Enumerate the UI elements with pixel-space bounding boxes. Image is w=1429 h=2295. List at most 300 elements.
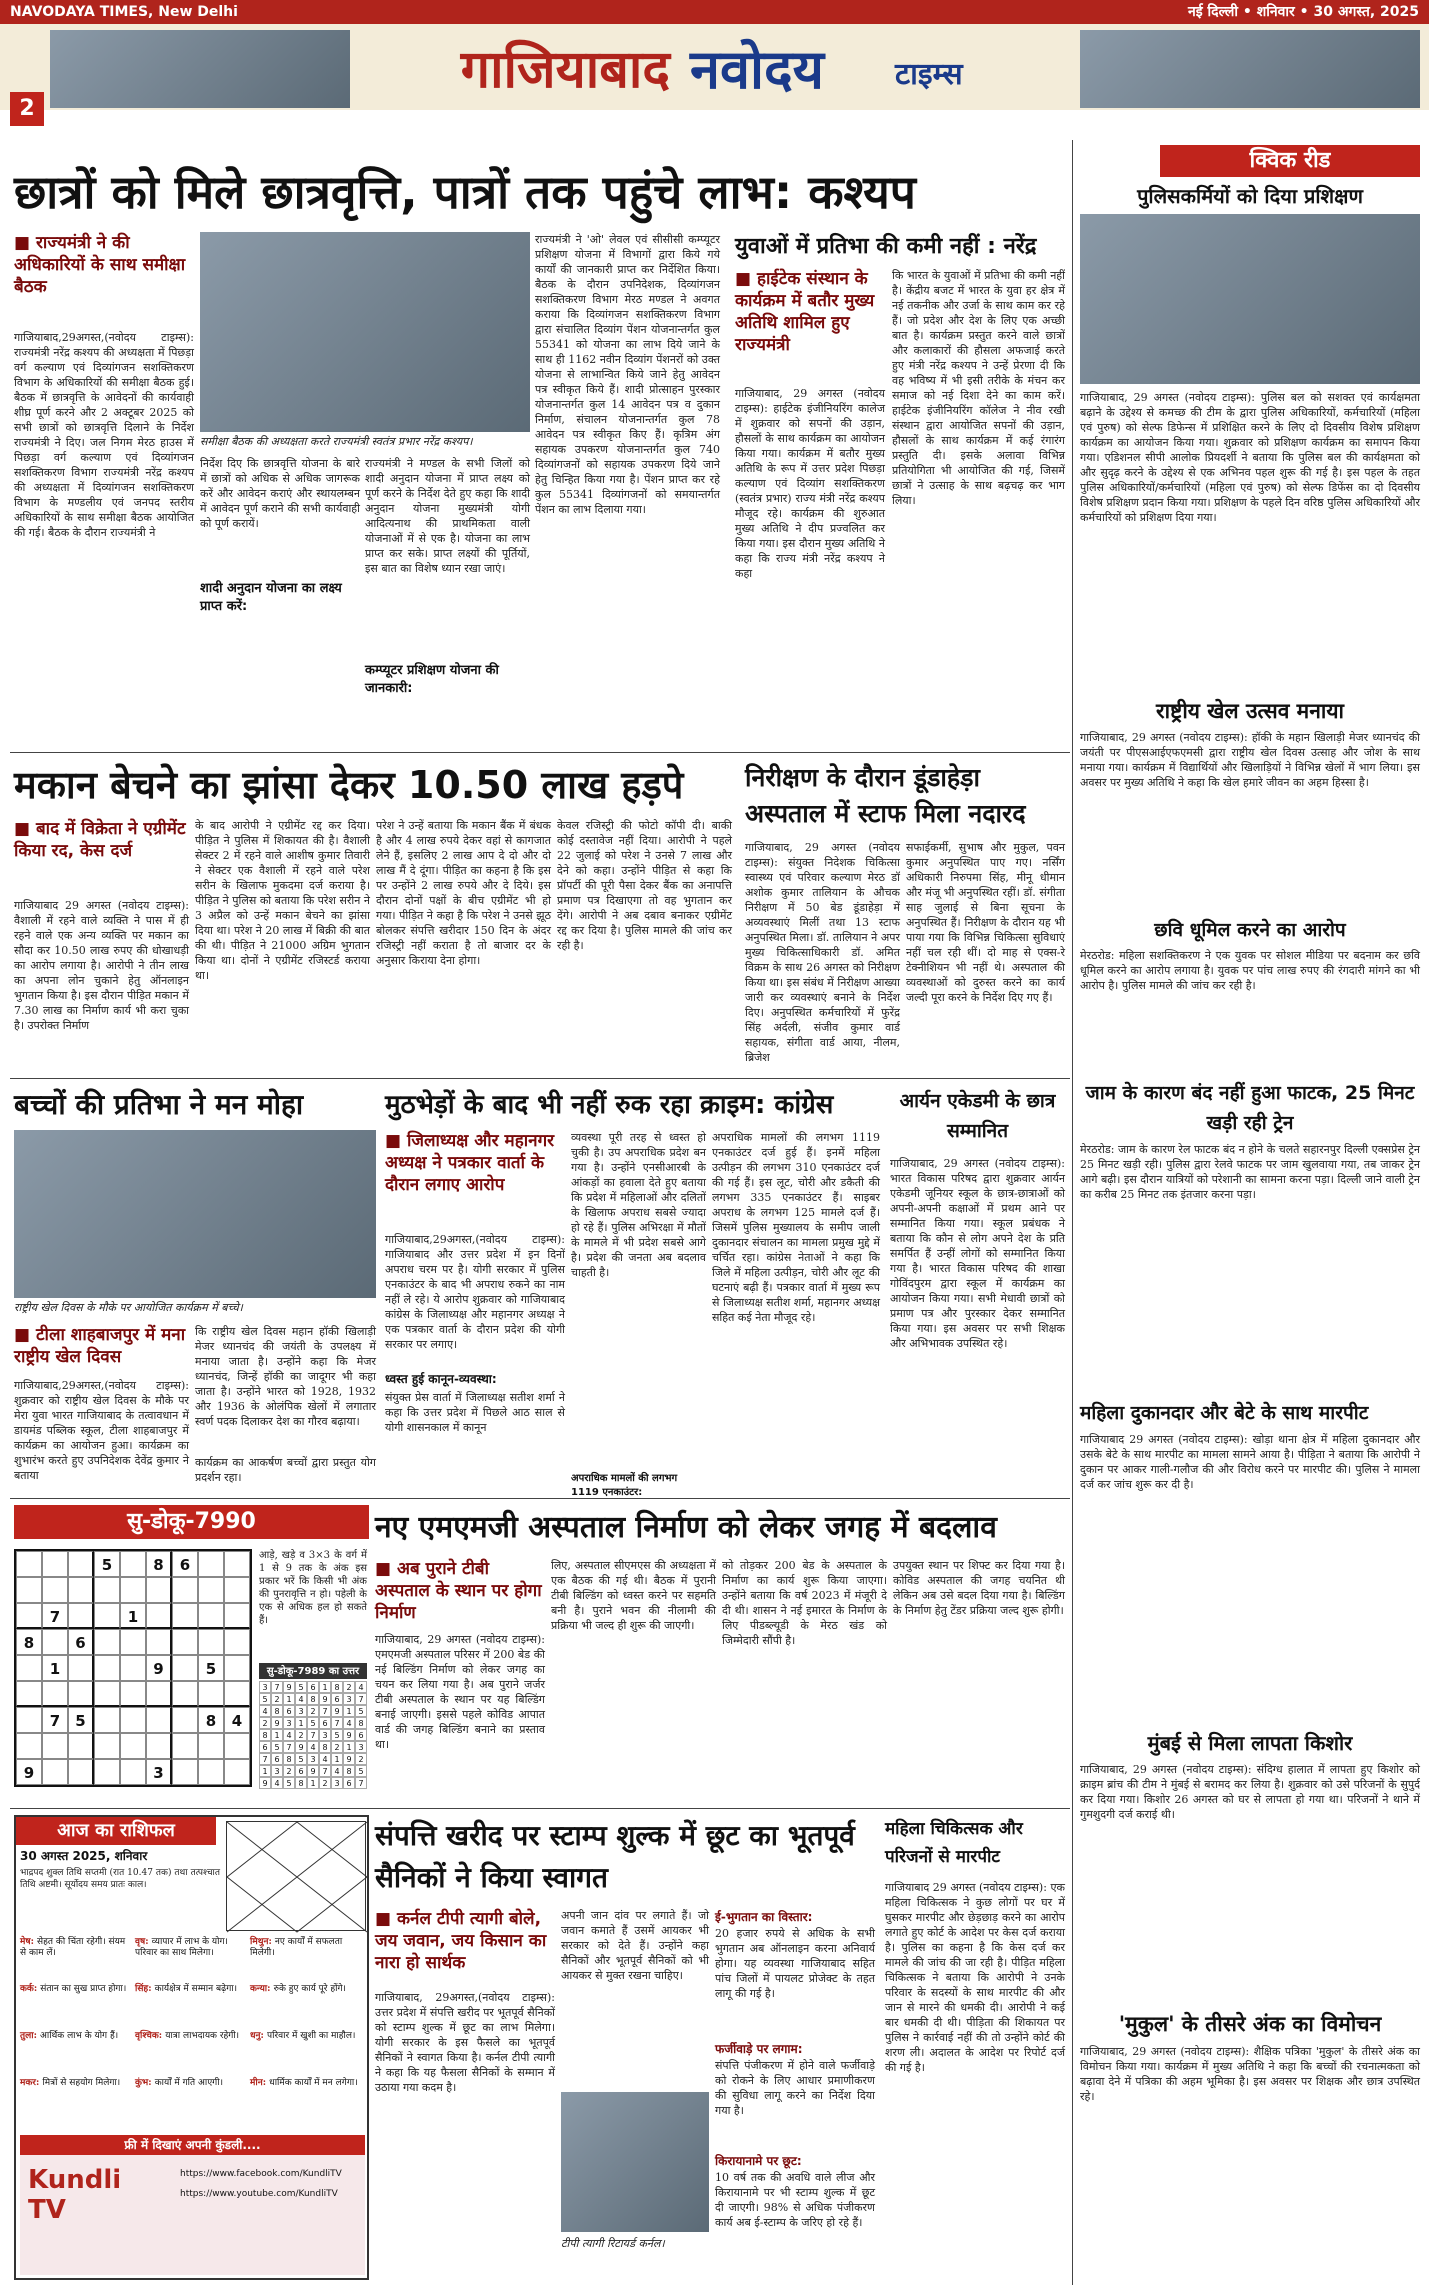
sudoku-cell [224, 1629, 250, 1655]
sudoku-answer-cell: 1 [259, 1765, 271, 1777]
sudoku-cell [146, 1629, 172, 1655]
horoscope-sign-name: कर्क: [20, 1984, 41, 1994]
lead-body-col4: राज्यमंत्री ने 'ओ' लेवल एवं सीसीसी कम्प्यूटर प्रशिक्षण योजना में विभागों द्वारा किये गये कार्यों की जानकारी प्राप्त कर निर्देशित किया। बैठक के दौरान उपनिदेशक, दिव्यांगजन सशक्तिकरण विभाग मेरठ मण्डल ने अवगत कराया कि दिव्यांगजन सशक्तिकरण विभाग द्वारा संचालित दिव्यांग पेंशन योजनान्तर्गत कुल 55341 को योजना का लाभ दिये जाने के साथ ही 1162 नवीन दिव्यांग पेंशनरों को उक्त योजना से लाभान्वित किये जाने हेतु आवेदन पत्र स्वीकृत किये हैं। शादी प्रोत्साहन पुरस्कार योजनान्तर्गत कुल 14 आवेदन पत्र व दुकान निर्माण, संचालन योजनान्तर्गत कुल 78 आवेदन पत्र स्वीकृत किए हैं। कृत्रिम अंग सहायक उपकरण योजनान्तर्गत कुल 740 दिव्यांगजनों को सहायक उपकरण दिये जाने हेतु चिन्हित किया गया है। पेंशन प्राप्त कर रहे कुल 55341 दिव्यांगजनों को समयान्तर्गत पेंशन का लाभ दिलाया गया। [535, 233, 720, 516]
sudoku-answer-cell: 4 [295, 1693, 307, 1705]
sudoku-cell: 8 [198, 1707, 224, 1733]
sudoku-cell [224, 1733, 250, 1759]
sudoku-answer-cell: 3 [307, 1753, 319, 1765]
stamp-body-col1: गाजियाबाद, 29अगस्त,(नवोदय टाइम्स): उत्तर प्रदेश में संपत्ति खरीद पर भूतपूर्व सैनिकों को स्टाम्प शुल्क में छूट का लाभ मिलेगा। योगी सरकार के इस फैसले का भूतपूर्व सैनिकों ने स्वागत किया है। कर्नल टीपी त्यागी ने कहा कि यह फैसला सैनिकों के सम्मान में उठाया गया कदम है। [375, 1991, 555, 2094]
lead-headline: छात्रों को मिले छात्रवृत्ति, पात्रों तक पहुंचे लाभ: कश्यप [14, 165, 916, 219]
horoscope-signs [20, 1937, 365, 2127]
horoscope-sign-text: मित्रों से सहयोग मिलेगा। [42, 2078, 121, 2088]
image-tarnish-headline: छवि धूमिल करने का आरोप [1154, 919, 1346, 941]
horoscope-panel [14, 1815, 369, 2280]
sudoku-answer-cell: 9 [295, 1741, 307, 1753]
image-tarnish-body: मेरठरोड: महिला सशक्तिकरण ने एक युवक पर सोशल मीडिया पर बदनाम कर छवि धूमिल करने का आरोप लगाया है। युवक पर पांच लाख रुपए की रंगदारी मांगने का भी आरोप है। पुलिस मामले की जांच कर रही है। [1080, 949, 1420, 992]
talent-subheadline: ■ टीला शाहबाजपुर में मना राष्ट्रीय खेल दिवस [14, 1325, 186, 1367]
sudoku-cell [198, 1551, 224, 1577]
stamp-photo-caption: टीपी त्यागी रिटायर्ड कर्नल। [561, 2237, 665, 2250]
horoscope-sign-text: यात्रा लाभदायक रहेगी। [165, 2031, 240, 2041]
sudoku-answer-cell: 1 [343, 1741, 355, 1753]
horoscope-sign-text: कार्यक्षेत्र में सम्मान बढ़ेगा। [154, 1984, 238, 1994]
sudoku-grid [14, 1549, 252, 1787]
horoscope-chart [226, 1821, 366, 1931]
sudoku-cell [146, 1577, 172, 1603]
sudoku-answer-cell: 4 [271, 1777, 283, 1789]
section-divider [10, 752, 1070, 753]
talent-photo [14, 1130, 376, 1298]
masthead-title-2: नवोदय [690, 38, 824, 101]
horoscope-sign [250, 2078, 360, 2122]
sudoku-answer-cell: 4 [343, 1717, 355, 1729]
horoscope-sign [250, 1937, 360, 1981]
sudoku-answer-cell: 8 [307, 1693, 319, 1705]
mmg-body-col1: गाजियाबाद, 29 अगस्त (नवोदय टाइम्स): एमएमजी अस्पताल परिसर में 200 बेड की नई बिल्डिंग निर्माण को लेकर जगह का चयन कर लिया गया है। अब पुराने जर्जर टीबी अस्पताल के स्थान पर यह बिल्डिंग बनाई जाएगी। इससे पहले कोविड आपात वार्ड की जगह बिल्डिंग बनाने का प्रस्ताव था। [375, 1633, 545, 1751]
horoscope-sign [135, 2031, 245, 2075]
masthead [0, 0, 1429, 110]
sudoku-cell [94, 1759, 120, 1785]
sudoku-cell [42, 1629, 68, 1655]
lead-photo [200, 232, 530, 432]
sudoku-cell [224, 1551, 250, 1577]
sudoku-answer-cell: 7 [307, 1729, 319, 1741]
horoscope-sign-name: वृश्चिक: [135, 2031, 166, 2041]
sudoku-answer-cell: 6 [307, 1681, 319, 1693]
sudoku-answer-cell: 2 [259, 1717, 271, 1729]
sudoku-answer-cell: 6 [283, 1705, 295, 1717]
youth-body-col1: गाजियाबाद, 29 अगस्त (नवोदय टाइम्स): हाईटेक इंजीनियरिंग कालेज में शुक्रवार को सपनों की उड़ान, हौसलों के साथ कार्यक्रम का आयोजन किया गया। कार्यक्रम में बतौर मुख्य अतिथि के रूप में उत्तर प्रदेश पिछड़ा कल्याण एवं दिव्यांग सशक्तिकरण (स्वतंत्र प्रभार) राज्य मंत्री नरेंद्र कश्यप मौजूद रहे। कार्यक्रम की शुरुआत मुख्य अतिथि ने दीप प्रज्वलित कर किया गया। इस दौरान मुख्य अतिथि ने कहा कि राज्य मंत्री नरेंद्र कश्यप ने कहा [735, 387, 885, 580]
sudoku-answer-cell: 1 [283, 1693, 295, 1705]
sudoku-cell: 6 [68, 1629, 94, 1655]
jam-headline: जाम के कारण बंद नहीं हुआ फाटक, 25 मिनट खड़ी रही ट्रेन [1085, 1082, 1415, 1134]
talent-photo-caption: राष्ट्रीय खेल दिवस के मौके पर आयोजित कार्यक्रम में बच्चे। [14, 1301, 243, 1314]
sudoku-answer-cell: 9 [307, 1765, 319, 1777]
sudoku-answer-cell: 8 [319, 1741, 331, 1753]
horoscope-sign-name: मकर: [20, 2078, 43, 2088]
stamp-body-col4: संपत्ति पंजीकरण में होने वाले फर्जीवाड़े को रोकने के लिए आधार प्रमाणीकरण की सुविधा लागू करने का निर्देश दिया गया है। [715, 2059, 875, 2117]
talent-headline: बच्चों की प्रतिभा ने मन मोहा [14, 1088, 304, 1121]
sudoku-cell [198, 1681, 224, 1707]
sudoku-answer-cell: 2 [343, 1681, 355, 1693]
masthead-strip [0, 0, 1429, 24]
sudoku-cell [68, 1577, 94, 1603]
sudoku-answer-cell: 4 [319, 1753, 331, 1765]
sudoku-cell [224, 1655, 250, 1681]
sudoku-answer-cell: 4 [259, 1705, 271, 1717]
academy-body: गाजियाबाद, 29 अगस्त (नवोदय टाइम्स): भारत विकास परिषद द्वारा शुक्रवार आर्यन एकेडमी जूनियर स्कूल के छात्र-छात्राओं को अपनी-अपनी कक्षाओं में प्रथम आने पर सम्मानित किया गया। स्कूल प्रबंधक ने बताया कि कौन से लोग अपने देश के प्रति समर्पित हैं उन्हीं लोगों को सम्मानित किया गया है। भारत विकास परिषद की शाखा गोविंदपुरम द्वारा स्कूल में कार्यक्रम का आयोजन किया गया। सभी मेधावी छात्रों को प्रमाण पत्र और पुरस्कार देकर सम्मानित किया गया। इस अवसर पर सभी शिक्षक और अभिभावक उपस्थित रहे। [890, 1157, 1065, 1350]
sudoku-cell [172, 1681, 198, 1707]
sudoku-cell [172, 1707, 198, 1733]
edition-date: नई दिल्ली • शनिवार • 30 अगस्त, 2025 [1188, 4, 1419, 20]
sudoku-answer-cell: 7 [319, 1705, 331, 1717]
sudoku-title: सु-डोकू-7990 [14, 1505, 369, 1539]
horoscope-sign-text: परिवार में खुशी का माहौल। [267, 2031, 356, 2041]
sudoku-answer-cell: 1 [307, 1777, 319, 1789]
sudoku-cell [224, 1759, 250, 1785]
sudoku-answer-cell: 7 [259, 1753, 271, 1765]
sudoku-cell [42, 1759, 68, 1785]
sudoku-cell [120, 1629, 146, 1655]
sudoku-answer-cell: 1 [319, 1681, 331, 1693]
sudoku-answer-cell: 3 [259, 1681, 271, 1693]
sudoku-answer-cell: 3 [271, 1765, 283, 1777]
sudoku-answer-cell: 2 [355, 1753, 367, 1765]
sudoku-answer-cell: 7 [355, 1777, 367, 1789]
sudoku-cell [68, 1759, 94, 1785]
sudoku-answer-cell: 8 [259, 1729, 271, 1741]
lead-photo-caption: समीक्षा बैठक की अध्यक्षता करते राज्यमंत्री स्वतंत्र प्रभार नरेंद्र कश्यप। [200, 435, 473, 448]
stamp-body-col5: 10 वर्ष तक की अवधि वाले लीज और किरायानामे पर भी स्टाम्प शुल्क में छूट दी जाएगी। 98% से अधिक पंजीकरण कार्य अब ई-स्टाम्प के जरिए हो रहे हैं। [715, 2171, 875, 2229]
sudoku-answer-cell: 7 [355, 1693, 367, 1705]
sudoku-cell [146, 1681, 172, 1707]
youth-headline: युवाओं में प्रतिभा की कमी नहीं : नरेंद्र [735, 234, 1037, 259]
horoscope-sign-name: वृष: [135, 1937, 152, 1947]
sudoku-answer-cell: 9 [343, 1753, 355, 1765]
sudoku-cell [198, 1603, 224, 1629]
sudoku-answer-cell: 6 [331, 1693, 343, 1705]
sudoku-answer-cell: 2 [331, 1741, 343, 1753]
house-body-col3: परेश ने उन्हें बताया कि मकान बैंक में बंधक है और 4 लाख रुपये देकर वहां से कागजात लेने हैं, इसलिए 2 लाख आप दे दो और दो लाख मैं दे दूंगा। पीड़ित का कहना है कि इस पर उन्होंने 2 लाख रुपये और दे दिये। इस दौरान दोनों पक्षों के बीच एग्रीमेंट भी हो गया। पीड़ित ने कहा है कि परेश ने उनसे झूठ बोलकर संपत्ति खरीदार 150 दिन के अंदर रजिस्ट्री नहीं कराता है तो बाजार दर के अनुसार किराया देना होगा। [376, 819, 551, 967]
sudoku-cell: 6 [172, 1551, 198, 1577]
sudoku-answer-cell: 1 [271, 1729, 283, 1741]
horoscope-sign [250, 2031, 360, 2075]
mukul-headline: 'मुकुल' के तीसरे अंक का विमोचन [1118, 2012, 1382, 2036]
mmg-headline: नए एमएमजी अस्पताल निर्माण को लेकर जगह में बदलाव [375, 1510, 997, 1545]
section-divider [10, 1498, 1070, 1499]
sudoku-answer-cell: 3 [319, 1729, 331, 1741]
sudoku-cell [94, 1603, 120, 1629]
horoscope-sign [20, 1937, 130, 1981]
sudoku-cell [146, 1603, 172, 1629]
crime-body-col2: संयुक्त प्रेस वार्ता में जिलाध्यक्ष सतीश शर्मा ने कहा कि उत्तर प्रदेश में पिछले आठ साल से योगी शासनकाल में कानून [385, 1391, 565, 1434]
crime-subhead-2: ध्वस्त हुई कानून-व्यवस्था: [385, 1372, 497, 1386]
sudoku-cell [68, 1551, 94, 1577]
sudoku-answer-cell: 4 [331, 1765, 343, 1777]
sudoku-cell [224, 1577, 250, 1603]
sudoku-answer-cell: 5 [331, 1729, 343, 1741]
sudoku-cell [120, 1551, 146, 1577]
sudoku-cell [94, 1655, 120, 1681]
house-body-col1: गाजियाबाद 29 अगस्त (नवोदय टाइम्स): वैशाली में रहने वाले व्यक्ति ने पास में ही रहने वाले एक अन्य व्यक्ति पर मकान का सौदा कर 10.50 लाख रुपए की धोखाधड़ी का आरोप लगाया है। आरोपी ने तीन लाख का अपना लोन चुकाने हेतु ऑनलाइन भुगतान किया है। इस दौरान पीड़ित मकान में 7.30 लाख का निर्माण कार्य भी करा चुका है। उपरोक्त निर्माण [14, 899, 189, 1032]
hospital-body-col2: सफाईकर्मी, सुभाष और मुकुल, पवन कुमार अनुपस्थित पाए गए। नर्सिंग अधिकारी निरुपमा सिंह, मीनू धीमान और मंजू भी अनुपस्थित रहीं। डॉ. संगीता साह जुलाई से बिना सूचना के अनुपस्थित हैं। निरीक्षण के दौरान यह भी पाया गया कि विभिन्न चिकित्सा सुविधाएं नहीं चल रही थीं। दो माह से एक्स-रे टेक्नीशियन भी नहीं थे। अस्पताल की व्यवस्थाओं को दुरुस्त करने का कार्य जल्दी पूरा करने के निर्देश दिए गए हैं। [906, 841, 1065, 1004]
talent-body-col3: कार्यक्रम का आकर्षण बच्चों द्वारा प्रस्तुत योग प्रदर्शन रहा। [195, 1456, 376, 1484]
sudoku-cell [68, 1733, 94, 1759]
horoscope-sign-text: धार्मिक कार्यों में मन लगेगा। [269, 2078, 358, 2088]
sudoku-cell [146, 1707, 172, 1733]
doctor-body: गाजियाबाद 29 अगस्त (नवोदय टाइम्स): एक महिला चिकित्सक ने कुछ लोगों पर घर में घुसकर मारपीट और छेड़छाड़ करने का आरोप लगाते हुए कोर्ट के आदेश पर केस दर्ज कराया है। पुलिस का कहना है कि केस दर्ज कर मामले की जांच की जा रही है। पीड़ित महिला चिकित्सक ने बताया कि आरोपी ने उनके परिवार के सदस्यों के साथ मारपीट की और जान से मारने की धमकी दी। आरोपी ने कई बार धमकी दी थी। पीड़िता की शिकायत पर पुलिस ने कार्रवाई नहीं की तो उन्होंने कोर्ट की शरण ली। अदालत के आदेश पर रिपोर्ट दर्ज की गई है। [885, 1881, 1065, 2074]
horoscope-sign-text: सेहत की चिंता रहेगी। संयम से काम लें। [20, 1937, 126, 1958]
sudoku-cell: 7 [42, 1603, 68, 1629]
youth-body-col2: कि भारत के युवाओं में प्रतिभा की कमी नहीं है। केंद्रीय बजट में भारत के युवा हर क्षेत्र में नई तकनीक और उर्जा के साथ काम कर रहे हैं। जो प्रदेश और देश के लिए एक अच्छी बात है। कार्यक्रम प्रस्तुत करने वाले छात्रों और कलाकारों की हौसला अफजाई करते हुए मंत्री नरेंद्र कश्यप ने उन्हें प्रेरणा दी कि वह भविष्य में भी इसी तरीके के मंचन कर समाज को नई दिशा देने का काम करें। हाईटेक इंजीनियरिंग कॉलेज ने नीव रखी संस्थान द्वारा आयोजित सपनों की उड़ान, हौसलों के साथ कार्यक्रम में कई रंगारंग प्रस्तुति दी। इसके अलावा विभिन्न प्रतियोगिता भी आयोजित की गई, जिसमें छात्रों ने उत्साह के साथ बढ़चढ़ कर भाग लिया। [892, 269, 1065, 507]
sudoku-cell: 7 [42, 1707, 68, 1733]
sudoku-answer-cell: 7 [271, 1681, 283, 1693]
sudoku-answer-cell: 1 [331, 1753, 343, 1765]
sudoku-cell [42, 1551, 68, 1577]
sudoku-cell: 9 [16, 1759, 42, 1785]
sudoku-cell [94, 1681, 120, 1707]
sudoku-answer-cell: 1 [295, 1717, 307, 1729]
kundli-chart-icon [227, 1822, 367, 1932]
sudoku-cell [120, 1733, 146, 1759]
sudoku-answer-cell: 6 [259, 1741, 271, 1753]
police-photo [1080, 214, 1420, 384]
sudoku-cell [120, 1707, 146, 1733]
sudoku-cell [68, 1681, 94, 1707]
sudoku-cell [146, 1733, 172, 1759]
lead-subhead-2: शादी अनुदान योजना का लक्ष्य प्राप्त करें: [200, 581, 342, 614]
shop-body: गाजियाबाद 29 अगस्त (नवोदय टाइम्स): खोड़ा थाना क्षेत्र में महिला दुकानदार और उसके बेटे के साथ मारपीट का मामला सामने आया है। पीड़िता ने बताया कि आरोपी ने दुकान पर आकर गाली-गलौज की और विरोध करने पर मारपीट की। पुलिस ने मामला दर्ज कर जांच शुरू कर दी है। [1080, 1433, 1420, 1491]
sudoku-cell [16, 1551, 42, 1577]
sudoku-answer-cell: 8 [283, 1753, 295, 1765]
sudoku-cell [94, 1629, 120, 1655]
stamp-subhead-4: किरायानामे पर छूट: [715, 2154, 802, 2168]
stamp-subhead-2: ई-भुगतान का विस्तार: [715, 1910, 813, 1924]
sudoku-cell [68, 1655, 94, 1681]
shop-headline: महिला दुकानदार और बेटे के साथ मारपीट [1080, 1402, 1369, 1424]
sudoku-cell [16, 1707, 42, 1733]
stamp-photo [561, 2092, 709, 2232]
sudoku-cell [224, 1681, 250, 1707]
sudoku-answer-cell: 8 [331, 1681, 343, 1693]
stamp-subhead-3: फर्जीवाड़े पर लगाम: [715, 2042, 803, 2056]
crime-subhead-3: अपराधिक मामलों की लगभग 1119 एनकाउंटर: [571, 1473, 678, 1498]
sudoku-answer-cell: 6 [355, 1729, 367, 1741]
section-divider [10, 1808, 1070, 1809]
column-divider [1072, 140, 1073, 2285]
horoscope-sign-name: कन्या: [250, 1984, 274, 1994]
sudoku-answer-cell: 3 [355, 1741, 367, 1753]
horoscope-intro: भाद्रपद शुक्ल तिथि सप्तमी (रात 10.47 तक) तथा तत्पश्चात तिथि अष्टमी। सूर्योदय समय प्रातः काल। [20, 1868, 220, 1890]
sudoku-answer-cell: 6 [319, 1717, 331, 1729]
sudoku-panel [14, 1505, 369, 1805]
sudoku-answer-cell: 6 [271, 1753, 283, 1765]
sudoku-cell [94, 1707, 120, 1733]
horoscope-sign-name: तुला: [20, 2031, 41, 2041]
sudoku-cell [120, 1655, 146, 1681]
mukul-body: गाजियाबाद, 29 अगस्त (नवोदय टाइम्स): शैक्षिक पत्रिका 'मुकुल' के तीसरे अंक का विमोचन किया गया। कार्यक्रम में मुख्य अतिथि ने कहा कि बच्चों की रचनात्मकता को बढ़ावा देने में पत्रिका की अहम भूमिका है। इस अवसर पर शिक्षक और छात्र उपस्थित रहे। [1080, 2045, 1420, 2103]
house-body-col2: के बाद आरोपी ने एग्रीमेंट रद्द कर दिया। पीड़ित ने पुलिस में शिकायत की है। वैशाली सेक्टर 2 में रहने वाले आशीष कुमार तिवारी ने सेक्टर एक वैशाली में रहने वाले परेश सरीन के खिलाफ मुकदमा दर्ज कराया है। पीड़ित ने पुलिस को बताया कि परेश सरीन ने 3 अप्रैल को उन्हें मकान बेचने का झांसा दिया था। परेश ने 20 लाख में बिक्री की बात की थी। पीड़ित ने 21000 अग्रिम भुगतान किया था। दोनों ने एग्रीमेंट रजिस्टर्ड कराया था। [195, 819, 370, 982]
sudoku-cell [16, 1733, 42, 1759]
sudoku-answer-cell: 7 [319, 1765, 331, 1777]
sudoku-answer-cell: 6 [295, 1765, 307, 1777]
horoscope-sign-name: सिंह: [135, 1984, 155, 1994]
kundli-ad-title: फ्री में दिखाएं अपनी कुंडली.... [20, 2135, 365, 2155]
masthead-title-3: टाइम्स [895, 57, 963, 92]
crime-body-col3: व्यवस्था पूरी तरह से ध्वस्त हो चुकी है। उप अपराधिक प्रदेश बन गया है। उन्होंने एनसीआरबी के आंकड़ों का हवाला देते हुए बताया कि प्रदेश में महिलाओं और दलितों के खिलाफ अपराध सबसे ज्यादा हो रहे हैं। पुलिस अभिरक्षा में मौतों के मामले में भी प्रदेश सबसे आगे है। प्रदेश की जनता अब बदलाव चाहती है। [571, 1131, 706, 1279]
quick-read-banner: क्विक रीड [1160, 145, 1420, 177]
sudoku-cell [42, 1577, 68, 1603]
sudoku-answer-cell: 8 [355, 1717, 367, 1729]
sudoku-answer-cell: 4 [283, 1729, 295, 1741]
horoscope-sign-text: व्यापार में लाभ के योग। परिवार का साथ मिलेगा। [135, 1937, 228, 1958]
paper-name: NAVODAYA TIMES, New Delhi [10, 4, 238, 20]
house-headline: मकान बेचने का झांसा देकर 10.50 लाख हड़पे [14, 763, 684, 807]
horoscope-sign [20, 1984, 130, 2028]
sudoku-cell: 9 [146, 1655, 172, 1681]
sudoku-answer-cell: 8 [343, 1765, 355, 1777]
sudoku-answer-cell: 5 [259, 1693, 271, 1705]
horoscope-sign-name: धनु: [250, 2031, 267, 2041]
mmg-body-col4: उपयुक्त स्थान पर शिफ्ट कर दिया गया है। कोविड अस्पताल की जगह चयनित थी लेकिन अब उसे बदल दिया गया है। बिल्डिंग के निर्माण हेतु टेंडर प्रक्रिया जल्द शुरू होगी। [893, 1559, 1065, 1617]
sudoku-cell [224, 1603, 250, 1629]
sudoku-answer-cell: 8 [295, 1777, 307, 1789]
lead-body-col3: राज्यमंत्री ने मण्डल के सभी जिलों को शादी अनुदान योजना में प्राप्त लक्ष्य को पूर्ण करने के निर्देश देते हुए कहा कि शादी अनुदान योजना मुख्यमंत्री योगी आदित्यनाथ की प्राथमिकता वाली योजनाओं में से एक है। योजना का लाभ प्राप्त कर सके। प्राप्त लक्ष्यों की पूर्तियों, इस बात का विशेष ध्यान रखा जाएं। [365, 457, 530, 575]
sudoku-answer-cell: 5 [307, 1717, 319, 1729]
sudoku-answer-cell: 2 [319, 1777, 331, 1789]
sudoku-answer-cell: 5 [271, 1741, 283, 1753]
sports-headline: राष्ट्रीय खेल उत्सव मनाया [1156, 699, 1344, 723]
sudoku-answer-cell: 3 [331, 1777, 343, 1789]
crime-body-col1: गाजियाबाद,29अगस्त,(नवोदय टाइम्स): गाजियाबाद और उत्तर प्रदेश में इन दिनों अपराध चरम पर है। योगी सरकार में पुलिस एनकाउंटर के बाद भी अपराध रुकने का नाम नहीं ले रहे। ये आरोप शुक्रवार को गाजियाबाद कांग्रेस के जिलाध्यक्ष और महानगर अध्यक्ष ने एक पत्रकार वार्ता के दौरान प्रदेश की योगी सरकार पर लगाए। [385, 1233, 565, 1351]
hospital-headline: निरीक्षण के दौरान डूंडाहेड़ा अस्पताल में स्टाफ मिला नदारद [745, 763, 1026, 828]
sudoku-cell [42, 1733, 68, 1759]
sudoku-answer-cell: 5 [295, 1753, 307, 1765]
sudoku-answer-cell: 2 [271, 1693, 283, 1705]
sudoku-answer-cell: 9 [343, 1729, 355, 1741]
sudoku-answer-title: सु-डोकू-7989 का उत्तर [259, 1663, 367, 1679]
sudoku-answer-cell: 7 [331, 1717, 343, 1729]
kundli-ad-facebook[interactable]: https://www.facebook.com/KundliTV [180, 2169, 342, 2179]
horoscope-sign [250, 1984, 360, 2028]
academy-headline: आर्यन एकेडमी के छात्र सम्मानित [899, 1090, 1056, 1142]
sudoku-cell: 5 [68, 1707, 94, 1733]
sudoku-cell [198, 1759, 224, 1785]
house-body-col4: केवल रजिस्ट्री की फोटो कॉपी दी। बाकी कोई दस्तावेज नहीं दिया। आरोपी ने पहले 22 जुलाई को परेश ने उनसे 7 लाख और देने को कहा। उन्होंने पीड़ित से कहा कि प्रॉपर्टी की पूरी पैसा देकर बैंक का अनापत्ति प्रमाण पत्र दिखाएगा तो वह भुगतान कर देंगे। आरोपी ने अब दबाव बनाकर एग्रीमेंट रद्द कर दिया है। पुलिस मामले की जांच कर रही है। [557, 819, 732, 952]
sudoku-cell [94, 1733, 120, 1759]
sudoku-answer-cell: 3 [283, 1717, 295, 1729]
mmg-body-col2: लिए, अस्पताल सीएमएस की अध्यक्षता में एक बैठक की गई थी। बैठक में पुरानी टीबी बिल्डिंग को ध्वस्त करने पर सहमति बनी है। पुराने भवन की नीलामी की प्रक्रिया भी जल्द ही शुरू की जाएगी। [551, 1559, 716, 1632]
police-headline: पुलिसकर्मियों को दिया प्रशिक्षण [1137, 184, 1363, 208]
talent-body-col2: कि राष्ट्रीय खेल दिवस महान हॉकी खिलाड़ी मेजर ध्यानचंद की जयंती के उपलक्ष्य में मनाया जाता है। उन्होंने कहा कि मेजर ध्यानचंद, जिन्हें हॉकी का जादूगर भी कहा जाता है। उन्होंने भारत को 1928, 1932 और 1936 के ओलंपिक खेलों में लगातार स्वर्ण पदक दिलाकर देश का गौरव बढ़ाया। [195, 1325, 376, 1428]
horoscope-date: 30 अगस्त 2025, शनिवार [20, 1849, 148, 1863]
horoscope-sign-text: आर्थिक लाभ के योग हैं। [40, 2031, 119, 2041]
sudoku-answer-cell: 2 [283, 1765, 295, 1777]
sudoku-cell: 8 [16, 1629, 42, 1655]
sudoku-answer-cell: 3 [343, 1693, 355, 1705]
page-number: 2 [10, 92, 44, 126]
kundli-ad-youtube[interactable]: https://www.youtube.com/KundliTV [180, 2189, 338, 2199]
horoscope-sign [135, 1937, 245, 1981]
sudoku-answer-cell: 2 [295, 1729, 307, 1741]
stamp-body-col2: अपनी जान दांव पर लगाते हैं। जो जवान कमाते हैं उसमें आयकर भी सरकार को देते हैं। उन्होंने कहा सैनिकों और भूतपूर्व सैनिकों को भी आयकर से मुक्त रखना चाहिए। [561, 1909, 709, 1982]
crime-headline: मुठभेड़ों के बाद भी नहीं रुक रहा क्राइम: कांग्रेस [385, 1090, 834, 1120]
sudoku-cell [172, 1733, 198, 1759]
sudoku-answer-cell: 1 [343, 1705, 355, 1717]
horoscope-sign-name: कुंभ: [135, 2078, 155, 2088]
sudoku-answer-cell: 9 [319, 1693, 331, 1705]
sudoku-cell: 5 [198, 1655, 224, 1681]
sudoku-cell [172, 1629, 198, 1655]
sudoku-cell [16, 1655, 42, 1681]
sudoku-cell [16, 1681, 42, 1707]
horoscope-sign-text: कार्यों में गति आएगी। [154, 2078, 223, 2088]
masthead-title-1: गाजियाबाद [460, 40, 670, 100]
sudoku-cell [16, 1603, 42, 1629]
sudoku-cell [172, 1603, 198, 1629]
crime-subheadline: ■ जिलाध्यक्ष और महानगर अध्यक्ष ने पत्रकार वार्ता के दौरान लगाए आरोप [385, 1131, 555, 1195]
horoscope-sign-text: नए कार्यों में सफलता मिलेगी। [250, 1937, 343, 1958]
sudoku-answer-cell: 5 [355, 1765, 367, 1777]
sudoku-cell [120, 1577, 146, 1603]
sudoku-cell [172, 1577, 198, 1603]
sudoku-answer-cell: 9 [283, 1681, 295, 1693]
lead-subhead-3: कम्प्यूटर प्रशिक्षण योजना की जानकारी: [365, 663, 499, 696]
sudoku-cell: 8 [146, 1551, 172, 1577]
sudoku-answer-cell: 9 [331, 1705, 343, 1717]
youth-subheadline: ■ हाईटेक संस्थान के कार्यक्रम में बतौर मुख्य अतिथि शामिल हुए राज्यमंत्री [735, 269, 875, 355]
stamp-headline: संपत्ति खरीद पर स्टाम्प शुल्क में छूट का भूतपूर्व सैनिकों ने किया स्वागत [375, 1819, 855, 1894]
sudoku-answer-cell: 8 [271, 1705, 283, 1717]
sudoku-cell [198, 1733, 224, 1759]
section-divider [10, 1078, 1070, 1079]
crime-body-col4: अपराधिक मामलों की लगभग 1119 एनकाउंटर दर्ज हुई हैं। इनमें महिला उत्पीड़न की लगभग 310 एनकाउंटर दर्ज की गई हैं। इस लूट, चोरी और डकैती की लगभग 335 एनकाउंटर हैं। साइबर अपराध के लगभग 125 मामले दर्ज हैं। जिसमें पुलिस मुख्यालय के समीप जाली दुकानदार संचालन का मामला प्रमुख मुद्दे में चर्चित रहा। कांग्रेस नेताओं ने कहा कि जिले में महिला उत्पीड़न, चोरी और लूट की घटनाएं बढ़ी हैं। पत्रकार वार्ता में मुख्य रूप से जिलाध्यक्ष सतीश शर्मा, महानगर अध्यक्ष सहित कई नेता मौजूद रहे। [712, 1131, 880, 1324]
sudoku-cell [16, 1577, 42, 1603]
sudoku-answer-cell: 9 [271, 1717, 283, 1729]
sudoku-answer-cell: 7 [283, 1741, 295, 1753]
sudoku-rules: आड़े, खड़े व 3×3 के वर्ग में 1 से 9 तक के अंक इस प्रकार भरें कि किसी भी अंक की पुनरावृत्ति न हो। पहेली के एक से अधिक हल हो सकते हैं। [259, 1550, 367, 1626]
stamp-subheadline: ■ कर्नल टीपी त्यागी बोले, जय जवान, जय किसान का नारा हो सार्थक [375, 1909, 547, 1973]
doctor-headline: महिला चिकित्सक और परिजनों से मारपीट [885, 1819, 1023, 1867]
jam-body: मेरठरोड: जाम के कारण रेल फाटक बंद न होने के चलते सहारनपुर दिल्ली एक्सप्रेस ट्रेन 25 मिनट खड़ी रही। पुलिस द्वारा रेलवे फाटक पर जाम खुलवाया गया, तब जाकर ट्रेन आगे बढ़ी। इस दौरान यात्रियों को परेशानी का सामना करना पड़ा। दिल्ली जाने वाली ट्रेन का करीब 25 मिनट तक इंतजार करना पड़ा। [1080, 1143, 1420, 1201]
sudoku-answer-cell: 2 [307, 1705, 319, 1717]
horoscope-sign [135, 1984, 245, 2028]
sudoku-answer-cell: 4 [307, 1741, 319, 1753]
sudoku-answer-cell: 4 [355, 1681, 367, 1693]
horoscope-sign [20, 2078, 130, 2122]
sudoku-cell [172, 1655, 198, 1681]
sudoku-cell: 1 [42, 1655, 68, 1681]
sudoku-cell [120, 1681, 146, 1707]
house-subheadline: ■ बाद में विक्रेता ने एग्रीमेंट किया रद, केस दर्ज [14, 819, 186, 861]
sudoku-cell: 4 [224, 1707, 250, 1733]
mumbai-body: गाजियाबाद, 29 अगस्त (नवोदय टाइम्स): संदिग्ध हालात में लापता हुए किशोर को क्राइम ब्रांच की टीम ने मुंबई से बरामद कर लिया है। शुक्रवार को उसे परिजनों के सुपुर्द कर दिया गया। किशोर 26 अगस्त को घर से लापता हो गया था। परिजनों ने थाने में गुमशुदगी दर्ज कराई थी। [1080, 1763, 1420, 1821]
sudoku-cell [198, 1577, 224, 1603]
masthead-city-photo-left [50, 30, 350, 108]
talent-body-col1: गाजियाबाद,29अगस्त,(नवोदय टाइम्स): शुक्रवार को राष्ट्रीय खेल दिवस के मौके पर मेरा युवा भारत गाजियाबाद के तत्वावधान में डायमंड पब्लिक स्कूल, टीला शाहबाजपुर में कार्यक्रम का आयोजन हुआ। कार्यक्रम का शुभारंभ करते हुए उपनिदेशक देवेंद्र कुमार ने बताया [14, 1379, 189, 1482]
sudoku-cell [172, 1759, 198, 1785]
horoscope-sign-name: मिथुन: [250, 1937, 275, 1947]
horoscope-sign-name: मीन: [250, 2078, 270, 2088]
lead-body-col1: गाजियाबाद,29अगस्त,(नवोदय टाइम्स): राज्यमंत्री नरेंद्र कश्यप की अध्यक्षता में पिछड़ा वर्ग कल्याण एवं दिव्यांगजन सशक्तिकरण विभाग के अधिकारियों की समीक्षा बैठक हुई। बैठक में छात्रवृत्ति के आवेदनों की कार्यवाही शीघ्र पूर्ण करने और 2 अक्टूबर 2025 को सभी छात्रों को छात्रवृत्ति दिलाने के निर्देश राज्यमंत्री ने दिए। जल निगम मेरठ हाउस में पिछड़ा वर्ग कल्याण एवं दिव्यांगजन सशक्तिकरण विभाग राज्यमंत्री नरेंद्र कश्यप की अध्यक्षता में दिव्यांगजन सशक्तिकरण विभाग के मण्डलीय एवं जनपद स्तरीय अधिकारियों के साथ समीक्षा बैठक आयोजित की गई। बैठक के दौरान राज्यमंत्री ने [14, 331, 194, 539]
mmg-subheadline: ■ अब पुराने टीबी अस्पताल के स्थान पर होगा निर्माण [375, 1559, 542, 1623]
sudoku-cell [68, 1603, 94, 1629]
sudoku-cell: 1 [120, 1603, 146, 1629]
stamp-body-col3: 20 हजार रुपये से अधिक के सभी भुगतान अब ऑनलाइन करना अनिवार्य होगा। यह व्यवस्था गाजियाबाद सहित पांच जिलों में पायलट प्रोजेक्ट के तहत लागू की गई है। [715, 1927, 875, 2000]
sudoku-answer-grid [259, 1681, 367, 1789]
sports-body: गाजियाबाद, 29 अगस्त (नवोदय टाइम्स): हॉकी के महान खिलाड़ी मेजर ध्यानचंद की जयंती पर पीएसआईएफएमसी द्वारा राष्ट्रीय खेल दिवस उत्साह और जोश के साथ मनाया गया। कार्यक्रम में विद्यार्थियों और खिलाड़ियों ने विभिन्न खेलों में भाग लिया। इस अवसर पर मुख्य अतिथि ने कहा कि खेल हमारे जीवन का अहम हिस्सा है। [1080, 731, 1420, 789]
sudoku-answer-cell: 5 [295, 1681, 307, 1693]
horoscope-sign [135, 2078, 245, 2122]
sudoku-cell [120, 1759, 146, 1785]
sudoku-answer-cell: 5 [355, 1705, 367, 1717]
horoscope-sign-name: मेष: [20, 1937, 38, 1947]
horoscope-sign-text: रुके हुए कार्य पूरे होंगे। [273, 1984, 346, 1994]
horoscope-sign-text: संतान का सुख प्राप्त होगा। [40, 1984, 127, 1994]
lead-body-col2: निर्देश दिए कि छात्रवृत्ति योजना के बारे में छात्रों को अधिक से अधिक जागरूक करें और आवेदन कराएं और स्थायलम्बन में आवेदन पूर्ण कराने की सभी कार्यवाही को पूर्ण करायें। [200, 457, 360, 530]
horoscope-title: आज का राशिफल [16, 1817, 216, 1845]
kundli-ad-brand: Kundli TV [28, 2165, 122, 2225]
mmg-body-col3: को तोड़कर 200 बेड के अस्पताल के निर्माण का कार्य शुरू किया जाएगा। उन्होंने बताया कि वर्ष 2023 में मंजूरी दे दी थी। शासन ने नई इमारत के निर्माण के लिए पीडब्ल्यूडी के मेरठ खंड को जिम्मेदारी सौंपी है। [722, 1559, 887, 1647]
sudoku-answer-cell: 3 [295, 1705, 307, 1717]
masthead-city-photo-right [1080, 30, 1420, 108]
sudoku-answer-cell: 6 [343, 1777, 355, 1789]
sudoku-cell [94, 1577, 120, 1603]
sudoku-answer-cell: 9 [259, 1777, 271, 1789]
sudoku-cell [42, 1681, 68, 1707]
hospital-body-col1: गाजियाबाद, 29 अगस्त (नवोदय टाइम्स): संयुक्त निदेशक चिकित्सा स्वास्थ्य एवं परिवार कल्याण मेरठ डॉ अशोक कुमार तालियान के औचक निरीक्षण में 50 बेड डूंडाहेड़ा में अव्यवस्थाएं मिलीं तथा 13 स्टाफ अनुपस्थित मिला। डॉ. तालियान ने अपर मुख्य चिकित्साधिकारी डॉ. अमित विक्रम के साथ 26 अगस्त को निरीक्षण किया था। इस संबंध में निरीक्षण आख्या जारी कर व्यवस्थाएं बनाने के निर्देश दिए। अनुपस्थित कर्मचारियों में फुरेंद्र सिंह अर्दली, संजीव कुमार वार्ड सहायक, संगीता वार्ड आया, नीलम, ब्रिजेश [745, 841, 900, 1064]
sudoku-answer-cell: 5 [283, 1777, 295, 1789]
kundli-ad[interactable] [20, 2135, 365, 2275]
